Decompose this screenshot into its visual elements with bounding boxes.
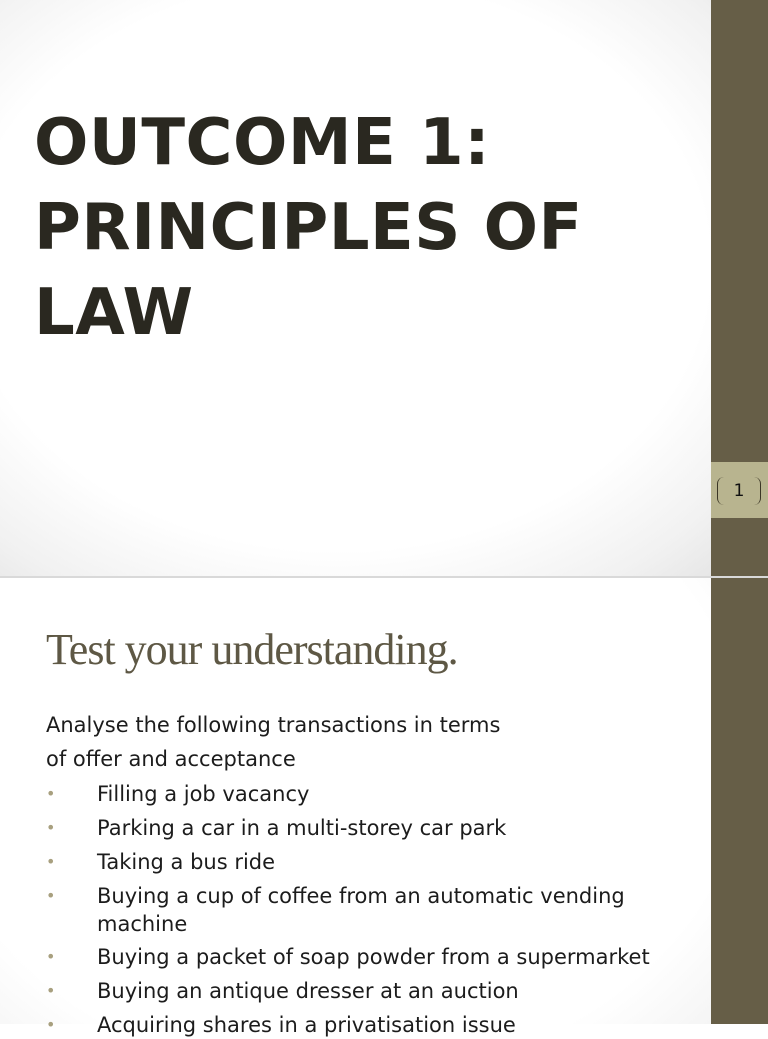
intro-line-1: Analyse the following transactions in terms xyxy=(46,713,501,737)
slide-title-line-1: OUTCOME 1: xyxy=(34,106,491,180)
bullet-marker: • xyxy=(46,852,56,871)
intro-line-2: of offer and acceptance xyxy=(46,747,296,771)
bullet-marker: • xyxy=(46,818,56,837)
slide-2 xyxy=(0,578,768,1037)
bullet-marker: • xyxy=(46,784,56,803)
slide-side-bar-2 xyxy=(711,578,768,1024)
slide-title-line-3: LAW xyxy=(34,276,194,350)
bullet-item-2: Parking a car in a multi-storey car park xyxy=(97,816,507,840)
bullet-item-4: Buying a cup of coffee from an automatic vending machine xyxy=(97,884,625,936)
slide-number: 1 xyxy=(733,481,745,501)
slide-title-line-2: PRINCIPLES OF xyxy=(34,191,583,265)
bullet-item-5: Buying a packet of soap powder from a supermarket xyxy=(97,945,650,969)
bullet-item-7: Acquiring shares in a privatisation issue xyxy=(97,1013,516,1037)
bullet-item-3: Taking a bus ride xyxy=(97,850,276,874)
slide-2-title: Test your understanding. xyxy=(46,625,458,674)
slide-number-box xyxy=(711,462,768,518)
bullet-marker: • xyxy=(46,1015,56,1034)
bullet-marker: • xyxy=(46,947,56,966)
bullet-marker: • xyxy=(46,981,56,1000)
bullet-marker: • xyxy=(46,886,56,905)
bullet-item-6: Buying an antique dresser at an auction xyxy=(97,979,519,1003)
bullet-item-1: Filling a job vacancy xyxy=(97,782,310,806)
